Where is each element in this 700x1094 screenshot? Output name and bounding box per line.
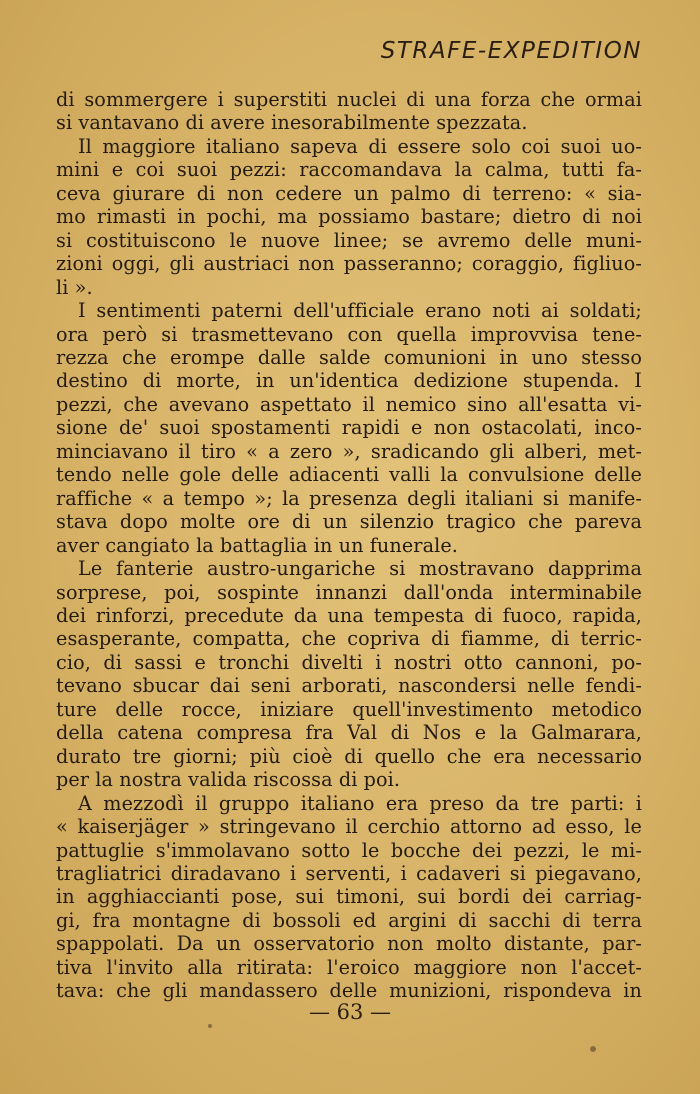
- text-line: si vantavano di avere inesorabilmente spezzata.: [56, 111, 528, 135]
- text-line: mini e coi suoi pezzi: raccomandava la calma, tutti fa-: [56, 158, 642, 182]
- text-line: esasperante, compatta, che copriva di fiamme, di terric-: [56, 627, 642, 651]
- text-line: per la nostra valida riscossa di poi.: [56, 768, 401, 792]
- text-line: ceva giurare di non cedere un palmo di terreno: « sia-: [56, 181, 642, 205]
- text-line: li ».: [56, 275, 93, 299]
- text-line: sione de' suoi spostamenti rapidi e non ostacolati, inco-: [56, 416, 642, 440]
- text-line: raffiche « a tempo »; la presenza degli italiani si manife-: [56, 486, 642, 510]
- text-line: tragliatrici diradavano i serventi, i cadaveri si piegavano,: [56, 861, 642, 885]
- text-line: spappolati. Da un osservatorio non molto distante, par-: [56, 932, 642, 956]
- paper-speck: [590, 1046, 596, 1052]
- text-line: zioni oggi, gli austriaci non passeranno; coraggio, figliuo-: [56, 252, 642, 276]
- text-line: Il maggiore italiano sapeva di essere solo coi suoi uo-: [78, 134, 642, 158]
- text-line: gi, fra montagne di bossoli ed argini di sacchi di terra: [56, 908, 642, 932]
- text-line: ture delle rocce, iniziare quell'investimento metodico: [56, 697, 642, 721]
- text-line: di sommergere i superstiti nuclei di una forza che ormai: [56, 88, 642, 111]
- text-line: Le fanterie austro-ungariche si mostravano dapprima: [78, 557, 642, 581]
- text-line: in agghiaccianti pose, sui timoni, sui bordi dei carriag-: [56, 885, 642, 909]
- text-line: cio, di sassi e tronchi divelti i nostri otto cannoni, po-: [56, 650, 642, 674]
- text-line: dei rinforzi, precedute da una tempesta di fuoco, rapida,: [56, 603, 642, 627]
- text-line: della catena compresa fra Val di Nos e la Galmarara,: [56, 721, 642, 745]
- text-line: rezza che erompe dalle salde comunioni in uno stesso: [56, 345, 642, 369]
- page-number: — 63 —: [308, 1000, 392, 1024]
- text-line: si costituiscono le nuove linee; se avremo delle muni-: [56, 228, 642, 252]
- text-line: I sentimenti paterni dell'ufficiale erano noti ai soldati;: [78, 299, 642, 323]
- text-line: ora però si trasmettevano con quella improvvisa tene-: [56, 322, 642, 346]
- text-line: pattuglie s'immolavano sotto le bocche dei pezzi, le mi-: [56, 838, 642, 862]
- text-line: tiva l'invito alla ritirata: l'eroico maggiore non l'accet-: [56, 955, 642, 979]
- paper-speck: [208, 1024, 212, 1028]
- text-line: aver cangiato la battaglia in un funerale.: [56, 533, 459, 557]
- text-line: stava dopo molte ore di un silenzio tragico che pareva: [56, 510, 642, 534]
- text-line: tava: che gli mandassero delle munizioni, rispondeva in: [56, 979, 642, 1003]
- text-line: A mezzodì il gruppo italiano era preso da tre parti: i: [78, 791, 642, 815]
- text-line: pezzi, che avevano aspettato il nemico sino all'esatta vi-: [56, 392, 642, 416]
- text-line: « kaiserjäger » stringevano il cerchio attorno ad esso, le: [56, 815, 642, 839]
- text-line: tendo nelle gole delle adiacenti valli la convulsione delle: [56, 463, 642, 487]
- text-line: minciavano il tiro « a zero », sradicando gli alberi, met-: [56, 439, 642, 463]
- text-line: sorprese, poi, sospinte innanzi dall'onda interminabile: [56, 580, 642, 604]
- text-line: mo rimasti in pochi, ma possiamo bastare; dietro di noi: [56, 205, 642, 229]
- text-line: durato tre giorni; più cioè di quello che era necessario: [56, 744, 642, 768]
- body-text: [56, 88, 642, 1003]
- text-line: tevano sbucar dai seni arborati, nascondersi nelle fendi-: [56, 674, 642, 698]
- running-head: STRAFE-EXPEDITION: [380, 38, 642, 64]
- text-line: destino di morte, in un'identica dedizione stupenda. I: [56, 369, 642, 393]
